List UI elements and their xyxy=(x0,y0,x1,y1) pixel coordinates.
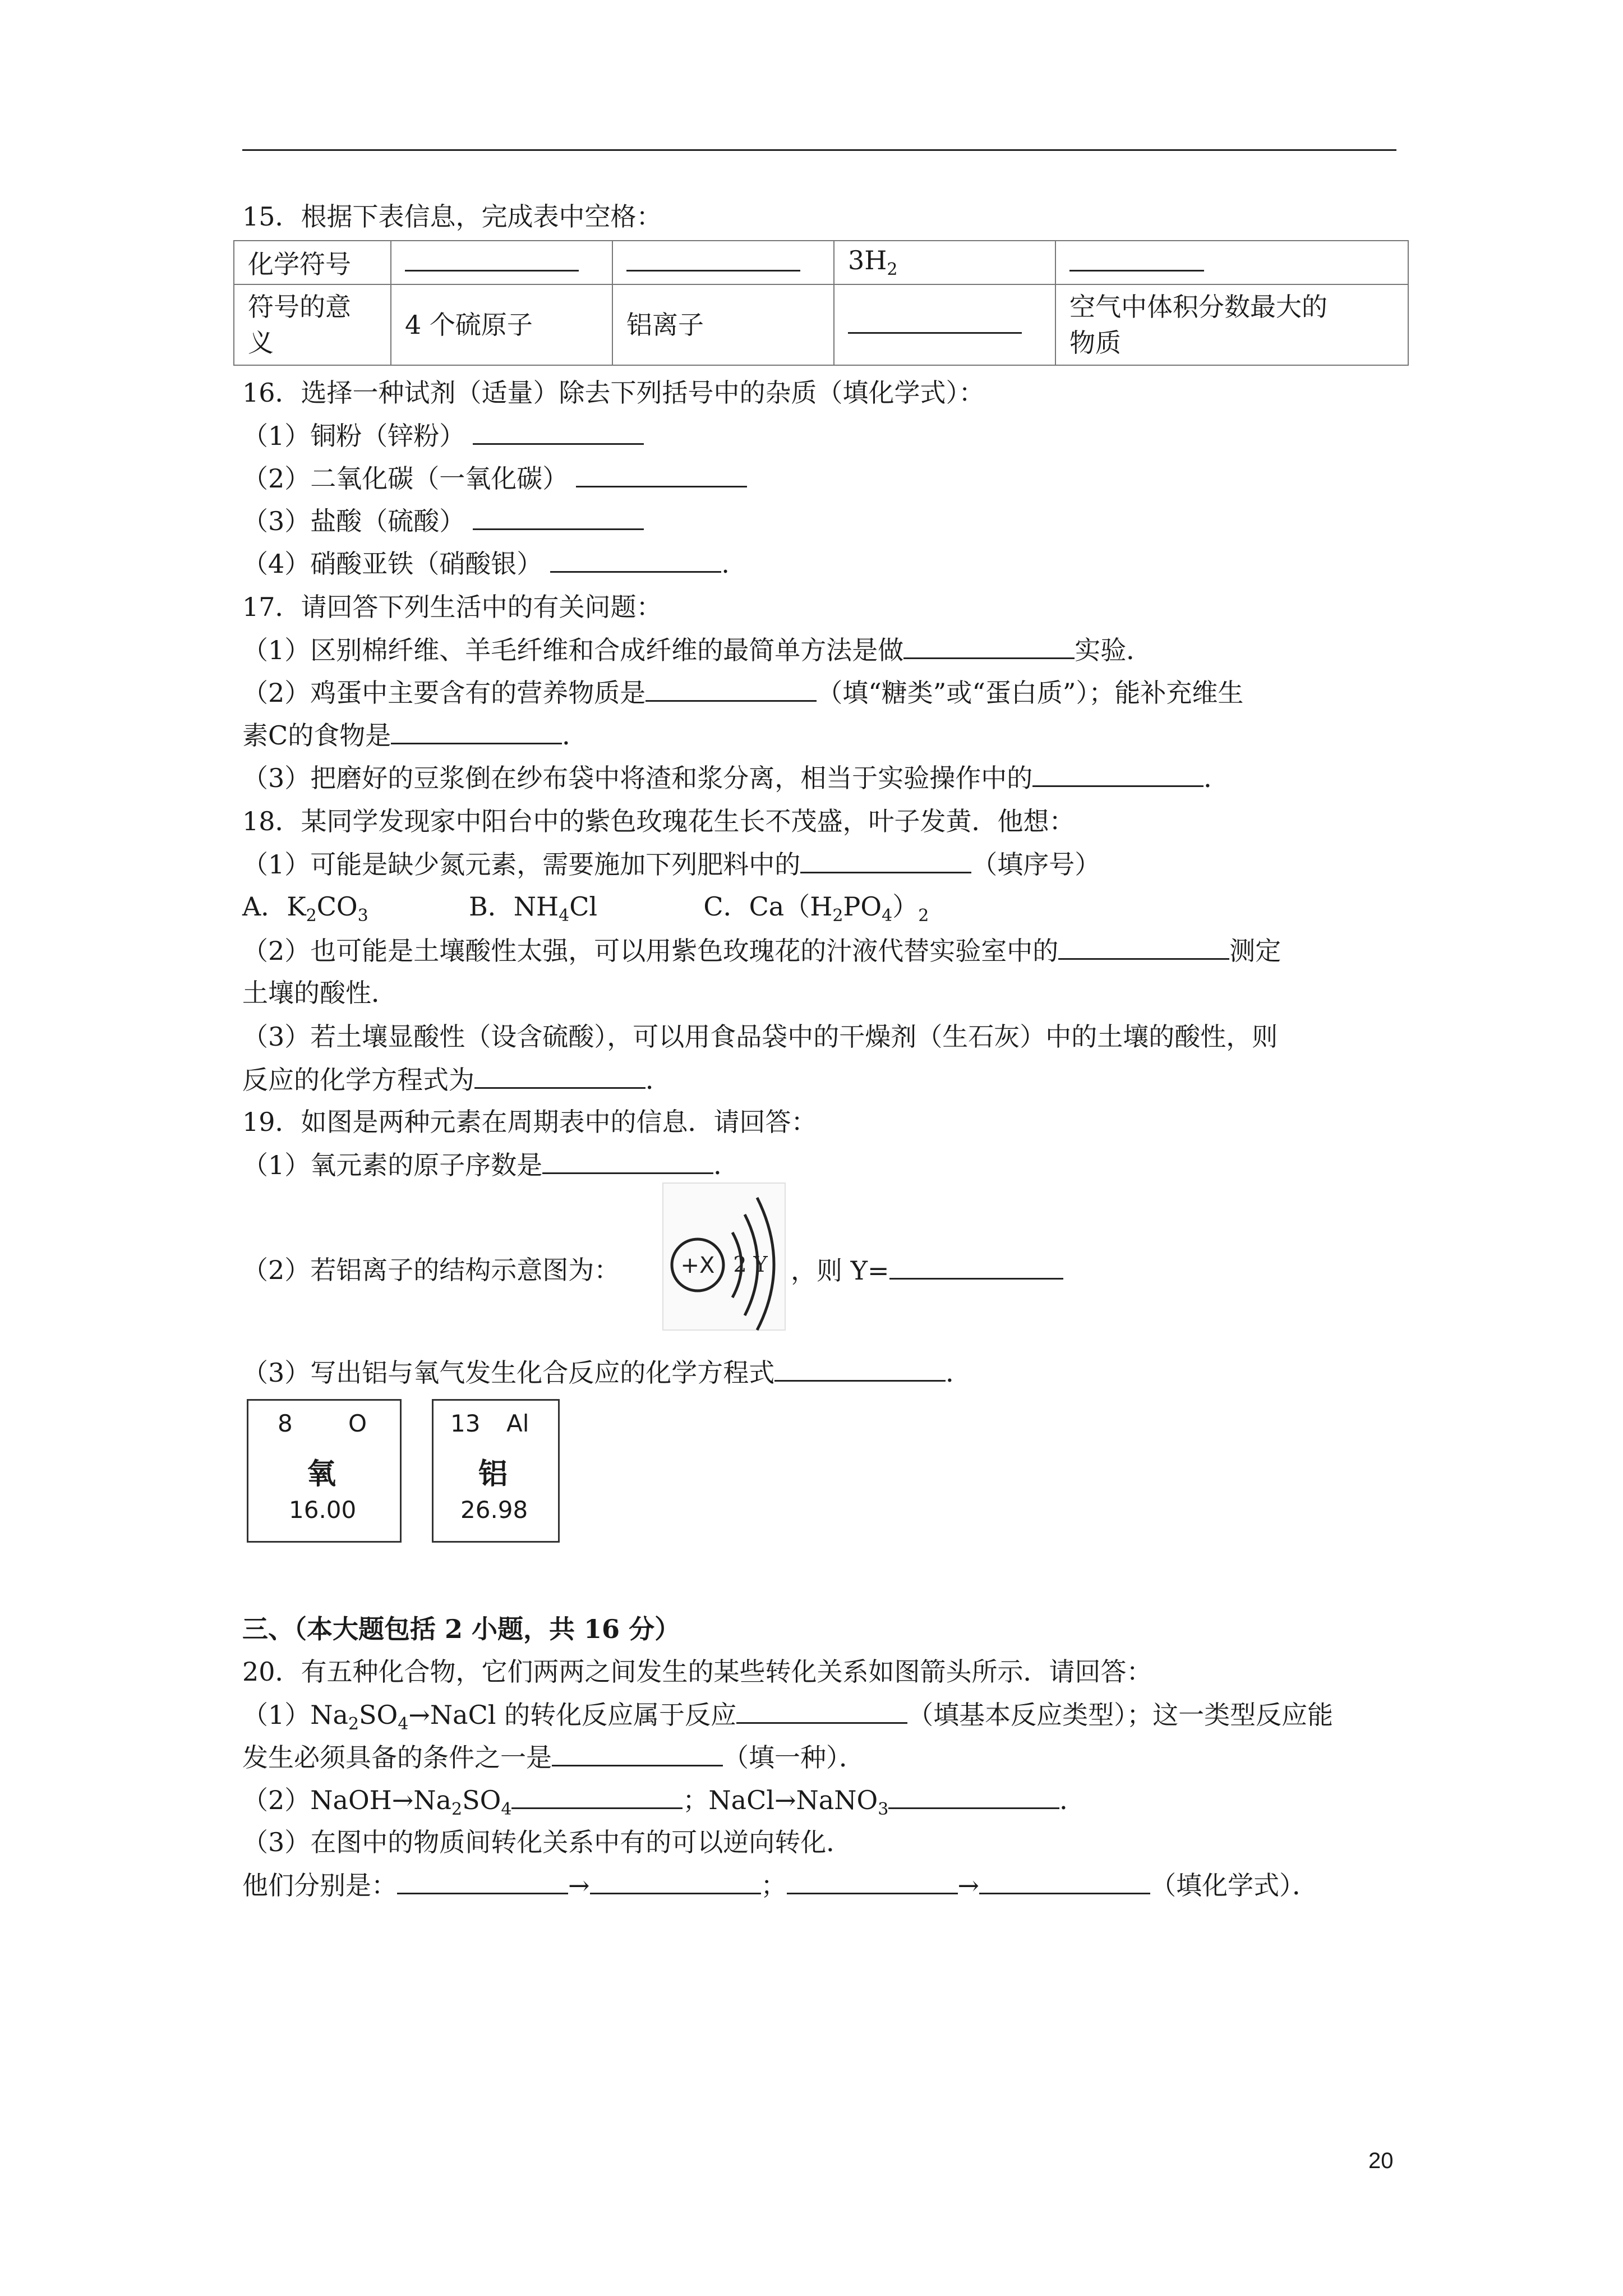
option-c: C．$Ca(H_2PO_4)_2$ xyxy=(703,891,929,926)
section-3-heading: 三、（本大题包括 2 小题，共 16 分） xyxy=(242,1614,681,1644)
q17-line-3: 素C的食物是 ． xyxy=(242,718,588,752)
option-a: A．$K_2CO_3$ xyxy=(242,891,368,926)
aluminum-name: 铝 xyxy=(478,1457,508,1491)
q17-line-4: （3）把磨好的豆浆倒在纱布袋中将渣和浆分离，相当于实验操作中的 ． xyxy=(242,761,1229,795)
answer-blank[interactable] xyxy=(848,310,1022,334)
q18-line-2: （2）也可能是土壤酸性太强，可以用紫色玫瑰花的汁液代替实验室中的 测定 xyxy=(242,933,1281,968)
answer-blank[interactable] xyxy=(542,1148,713,1174)
answer-blank[interactable] xyxy=(626,247,800,272)
nucleus-label: +X xyxy=(680,1253,715,1278)
aluminum-mass: 26.98 xyxy=(460,1496,528,1524)
q18-title: 18．某同学发现家中阳台中的紫色玫瑰花生长不茂盛，叶子发黄．他想： xyxy=(242,806,1075,836)
aluminum-ion-structure-diagram xyxy=(661,1181,787,1332)
answer-blank[interactable] xyxy=(552,1740,723,1766)
answer-blank[interactable] xyxy=(391,718,562,744)
answer-blank[interactable] xyxy=(979,1868,1150,1894)
q19-line-2-end: ，则 Y= xyxy=(791,1253,1063,1287)
answer-blank[interactable] xyxy=(473,418,644,445)
q20-line-1: $(1)Na_2SO_4\to NaCl$ 的转化反应属于反应 （填基本反应类型）；这一类型反应能 xyxy=(242,1697,1333,1741)
page-number: 20 xyxy=(1368,2148,1394,2173)
table-header-symbol: 化学符号 xyxy=(234,241,391,284)
answer-blank[interactable] xyxy=(405,247,579,272)
answer-blank[interactable] xyxy=(889,1253,1063,1280)
answer-blank[interactable] xyxy=(590,1868,761,1894)
q18-line-4: （3）若土壤显酸性（设含硫酸），可以用食品袋中的干燥剂（生石灰）中的土壤的酸性，则 xyxy=(242,1022,1278,1052)
q18-line-5: 反应的化学方程式为 ． xyxy=(242,1062,671,1097)
header-rule xyxy=(242,149,1396,151)
q17-line-2: （2）鸡蛋中主要含有的营养物质是 （填“糖类”或“蛋白质”）；能补充维生 xyxy=(242,675,1243,710)
oxygen-symbol: O xyxy=(348,1410,367,1437)
answer-blank[interactable] xyxy=(774,1355,946,1382)
answer-blank[interactable] xyxy=(1058,933,1229,960)
cell-4-sulfur-atoms: 4 个硫原子 xyxy=(391,284,612,365)
answer-blank[interactable] xyxy=(576,461,747,487)
answer-blank[interactable] xyxy=(787,1868,958,1894)
answer-blank[interactable] xyxy=(736,1697,907,1724)
q15-title: 15．根据下表信息，完成表中空格： xyxy=(242,201,662,232)
answer-blank[interactable] xyxy=(888,1783,1059,1809)
q19-line-2: （2）若铝离子的结构示意图为： xyxy=(242,1255,620,1285)
answer-blank[interactable] xyxy=(800,847,971,873)
aluminum-number: 13 xyxy=(450,1410,481,1437)
oxygen-mass: 16.00 xyxy=(289,1496,357,1524)
oxygen-number: 8 xyxy=(278,1410,293,1437)
q19-line-3: （3）写出铝与氧气发生化合反应的化学方程式 ． xyxy=(242,1355,971,1389)
cell-aluminum-ion: 铝离子 xyxy=(612,284,834,365)
answer-blank[interactable] xyxy=(397,1868,568,1894)
answer-blank[interactable] xyxy=(1069,247,1204,272)
q18-line-3: 土壤的酸性． xyxy=(242,978,397,1008)
q16-title: 16．选择一种试剂（适量）除去下列括号中的杂质（填化学式）： xyxy=(242,378,985,408)
oxygen-name: 氧 xyxy=(307,1457,336,1491)
q19-title: 19．如图是两种元素在周期表中的信息．请回答： xyxy=(242,1107,817,1137)
q17-title: 17．请回答下列生活中的有关问题： xyxy=(242,592,662,622)
q16-item-3: （3）盐酸（硫酸） xyxy=(242,504,644,538)
answer-blank[interactable] xyxy=(473,504,644,530)
symbol-table xyxy=(233,240,1409,366)
aluminum-symbol: Al xyxy=(506,1410,529,1437)
answer-blank[interactable] xyxy=(645,675,817,702)
option-b: B．$NH_4Cl$ xyxy=(468,891,598,926)
q20-line-5: 他们分别是： → ； → （填化学式）． xyxy=(242,1868,1318,1902)
shell-label: 2 Y xyxy=(733,1252,768,1277)
q16-item-4: （4）硝酸亚铁（硝酸银） . xyxy=(242,546,730,581)
q20-line-2: 发生必须具备的条件之一是 （填一种）． xyxy=(242,1740,865,1774)
table-header-meaning: 符号的意 义 xyxy=(234,284,391,365)
q16-item-1: （1）铜粉（锌粉） xyxy=(242,418,644,453)
answer-blank[interactable] xyxy=(550,546,721,573)
formula-3h2: $3H_2$ xyxy=(848,245,898,280)
q20-line-4: （3）在图中的物质间转化关系中有的可以逆向转化． xyxy=(242,1827,852,1857)
q20-title: 20．有五种化合物，它们两两之间发生的某些转化关系如图箭头所示．请回答： xyxy=(242,1657,1152,1687)
q17-line-1: （1）区别棉纤维、羊毛纤维和合成纤维的最简单方法是做 实验． xyxy=(242,633,1152,667)
oxygen-element-tile xyxy=(247,1399,402,1543)
aluminum-element-tile xyxy=(432,1399,560,1543)
answer-blank[interactable] xyxy=(903,633,1075,659)
answer-blank[interactable] xyxy=(511,1783,683,1809)
q18-options xyxy=(242,890,929,933)
answer-blank[interactable] xyxy=(1032,761,1204,787)
q18-line-1: （1）可能是缺少氮元素，需要施加下列肥料中的 （填序号） xyxy=(242,847,1100,881)
q19-line-1: （1）氧元素的原子序数是 ． xyxy=(242,1148,739,1182)
cell-air-largest: 空气中体积分数最大的 物质 xyxy=(1055,284,1408,365)
q16-item-2: （2）二氧化碳（一氧化碳） xyxy=(242,461,747,495)
answer-blank[interactable] xyxy=(474,1062,645,1089)
q20-line-3: $(2)NaOH\to Na_2SO_4$ ；NaCl→NaNO$_3$ ． xyxy=(242,1783,1085,1826)
